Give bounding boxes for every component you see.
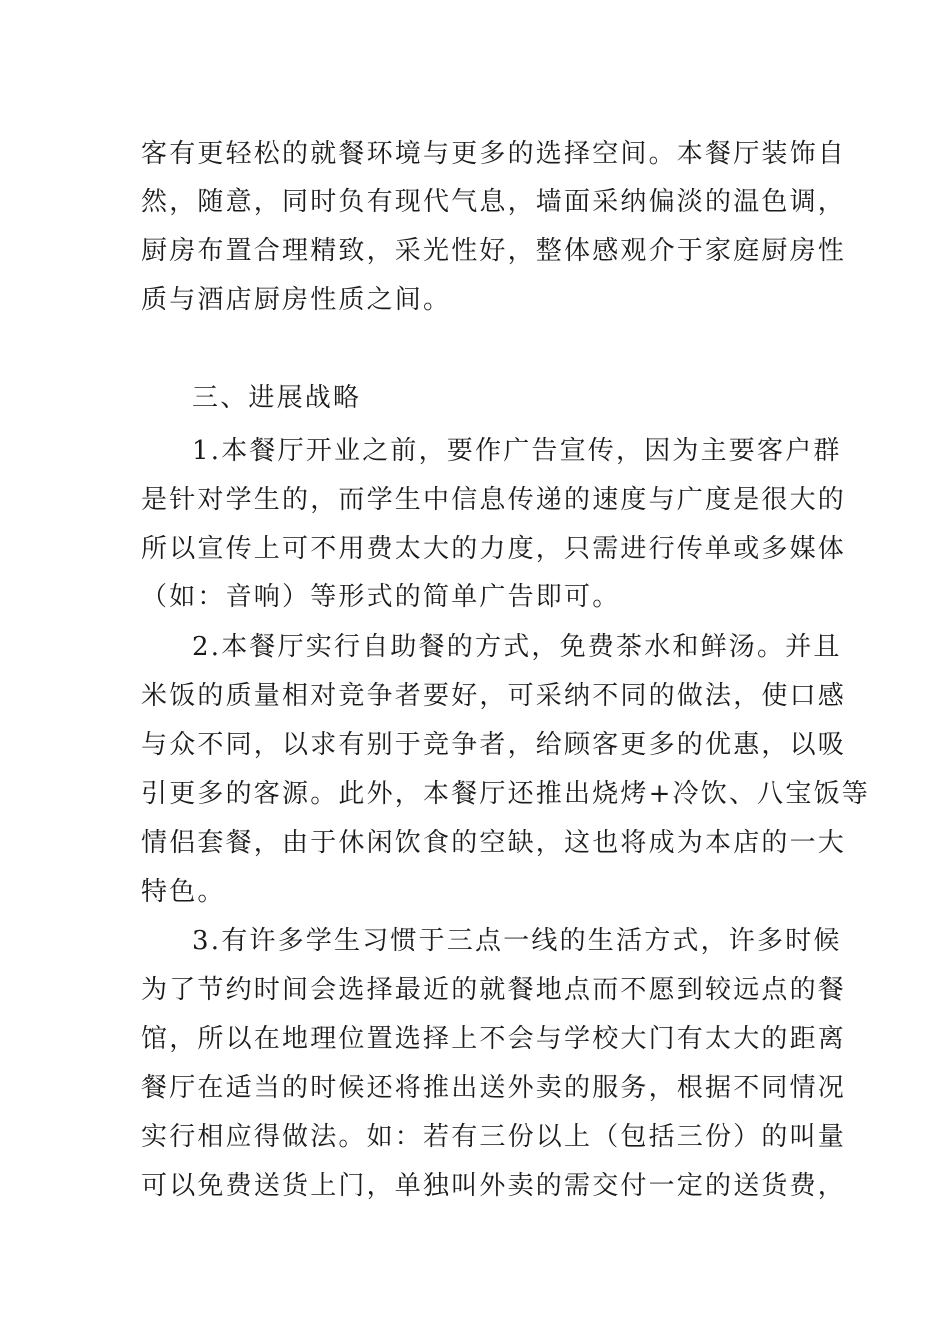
paragraph-line: 质与酒店厨房性质之间。 bbox=[141, 285, 452, 315]
section-heading: 三、进展战略 bbox=[192, 383, 362, 413]
paragraph-line: 实行相应得做法。如：若有三份以上（包括三份）的叫量 bbox=[141, 1122, 847, 1152]
paragraph-line: 厨房布置合理精致，采光性好，整体感观介于家庭厨房性 bbox=[141, 236, 847, 266]
paragraph-line: 餐厅在适当的时候还将推出送外卖的服务，根据不同情况 bbox=[141, 1073, 847, 1103]
paragraph-line: 为了节约时间会选择最近的就餐地点而不愿到较远点的餐 bbox=[141, 975, 847, 1005]
paragraph-line: 米饭的质量相对竞争者要好，可采纳不同的做法，使口感 bbox=[141, 681, 847, 711]
paragraph-line: 然，随意，同时负有现代气息，墙面采纳偏淡的温色调， bbox=[141, 187, 847, 217]
paragraph-line: 客有更轻松的就餐环境与更多的选择空间。本餐厅装饰自 bbox=[141, 139, 847, 169]
paragraph-line: （如：音响）等形式的简单广告即可。 bbox=[141, 582, 621, 612]
paragraph-line: 所以宣传上可不用费太大的力度，只需进行传单或多媒体 bbox=[141, 534, 847, 564]
paragraph-line: 3.有许多学生习惯于三点一线的生活方式，许多时候 bbox=[192, 926, 842, 956]
paragraph-line: 1.本餐厅开业之前，要作广告宣传，因为主要客户群 bbox=[192, 436, 842, 466]
paragraph-line: 可以免费送货上门，单独叫外卖的需交付一定的送货费， bbox=[141, 1171, 847, 1201]
paragraph-line: 情侣套餐，由于休闲饮食的空缺，这也将成为本店的一大 bbox=[141, 828, 847, 858]
paragraph-line: 是针对学生的，而学生中信息传递的速度与广度是很大的 bbox=[141, 485, 847, 515]
paragraph-line: 2.本餐厅实行自助餐的方式，免费茶水和鲜汤。并且 bbox=[192, 632, 842, 662]
paragraph-line: 特色。 bbox=[141, 877, 226, 907]
paragraph-line: 引更多的客源。此外，本餐厅还推出烧烤+冷饮、八宝饭等 bbox=[141, 779, 870, 809]
paragraph-line: 与众不同，以求有别于竞争者，给顾客更多的优惠，以吸 bbox=[141, 730, 847, 760]
paragraph-line: 馆，所以在地理位置选择上不会与学校大门有太大的距离 bbox=[141, 1024, 847, 1054]
